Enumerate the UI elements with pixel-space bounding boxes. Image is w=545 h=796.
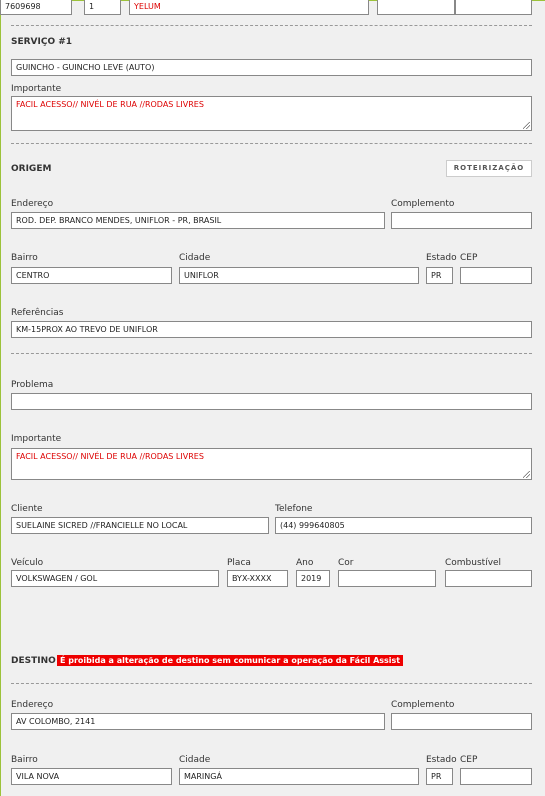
- divider: [11, 353, 532, 354]
- servico-importante-textarea[interactable]: [11, 96, 532, 131]
- combustivel-label: Combustível: [445, 558, 502, 568]
- top-extra-field-1[interactable]: [377, 0, 455, 15]
- destino-cep-field[interactable]: [460, 768, 532, 785]
- origem-complemento-label: Complemento: [391, 199, 455, 209]
- detalhes-importante-textarea[interactable]: [11, 448, 532, 480]
- origem-endereco-label: Endereço: [11, 199, 54, 209]
- service-code-field[interactable]: 7609698: [0, 0, 72, 15]
- divider: [11, 683, 532, 684]
- detalhes-importante-text: FACIL ACESSO// NIVÉL DE RUA //RODAS LIVRES: [16, 452, 204, 461]
- destino-cep-label: CEP: [460, 755, 478, 765]
- origem-bairro-label: Bairro: [11, 253, 38, 263]
- destino-endereco-label: Endereço: [11, 700, 54, 710]
- destino-bairro-field[interactable]: VILA NOVA: [11, 768, 172, 785]
- destino-warning-badge: É proibida a alteração de destino sem comunicar a operação da Fácil Assist: [57, 655, 403, 666]
- resize-grip-icon[interactable]: [523, 122, 530, 129]
- origem-title: ORIGEM: [11, 164, 52, 174]
- telefone-field[interactable]: (44) 999640805: [275, 517, 532, 534]
- destino-title: DESTINO: [11, 656, 56, 666]
- cor-field[interactable]: [338, 570, 436, 587]
- origem-referencias-field[interactable]: KM-15PROX AO TREVO DE UNIFLOR: [11, 321, 532, 338]
- origem-estado-field[interactable]: PR: [426, 267, 453, 284]
- destino-complemento-field[interactable]: [391, 713, 532, 730]
- ano-label: Ano: [296, 558, 314, 568]
- destino-complemento-label: Complemento: [391, 700, 455, 710]
- service-type-field[interactable]: GUINCHO - GUINCHO LEVE (AUTO): [11, 59, 532, 76]
- roteirizacao-button[interactable]: ROTEIRIZAÇÃO: [446, 160, 532, 177]
- cor-label: Cor: [338, 558, 354, 568]
- servico-importante-label: Importante: [11, 84, 62, 94]
- origem-cep-label: CEP: [460, 253, 478, 263]
- destino-cidade-label: Cidade: [179, 755, 211, 765]
- quantity-field[interactable]: 1: [84, 0, 121, 15]
- divider: [11, 25, 532, 26]
- destino-estado-field[interactable]: PR: [426, 768, 453, 785]
- problema-label: Problema: [11, 380, 54, 390]
- origem-complemento-field[interactable]: [391, 212, 532, 229]
- origem-bairro-field[interactable]: CENTRO: [11, 267, 172, 284]
- origem-cidade-label: Cidade: [179, 253, 211, 263]
- origem-estado-label: Estado: [426, 253, 457, 263]
- servico-importante-text: FACIL ACESSO// NIVÉL DE RUA //RODAS LIVRES: [16, 100, 204, 109]
- servico-title: SERVIÇO #1: [11, 37, 73, 47]
- origem-referencias-label: Referências: [11, 308, 64, 318]
- placa-label: Placa: [227, 558, 251, 568]
- divider: [11, 143, 532, 144]
- problema-field[interactable]: [11, 393, 532, 410]
- ano-field[interactable]: 2019: [296, 570, 330, 587]
- origem-cep-field[interactable]: [460, 267, 532, 284]
- destino-endereco-field[interactable]: AV COLOMBO, 2141: [11, 713, 385, 730]
- destino-cidade-field[interactable]: MARINGÁ: [179, 768, 419, 785]
- top-extra-field-2[interactable]: [455, 0, 532, 15]
- telefone-label: Telefone: [275, 504, 313, 514]
- cliente-label: Cliente: [11, 504, 43, 514]
- destino-bairro-label: Bairro: [11, 755, 38, 765]
- company-field[interactable]: YELUM: [129, 0, 369, 15]
- origem-endereco-field[interactable]: ROD. DEP. BRANCO MENDES, UNIFLOR - PR, BRASIL: [11, 212, 385, 229]
- cliente-field[interactable]: SUELAINE SICRED //FRANCIELLE NO LOCAL: [11, 517, 269, 534]
- placa-field[interactable]: BYX-XXXX: [227, 570, 288, 587]
- veiculo-label: Veículo: [11, 558, 44, 568]
- resize-grip-icon[interactable]: [523, 471, 530, 478]
- detalhes-importante-label: Importante: [11, 434, 62, 444]
- origem-cidade-field[interactable]: UNIFLOR: [179, 267, 419, 284]
- combustivel-field[interactable]: [445, 570, 532, 587]
- destino-estado-label: Estado: [426, 755, 457, 765]
- veiculo-field[interactable]: VOLKSWAGEN / GOL: [11, 570, 219, 587]
